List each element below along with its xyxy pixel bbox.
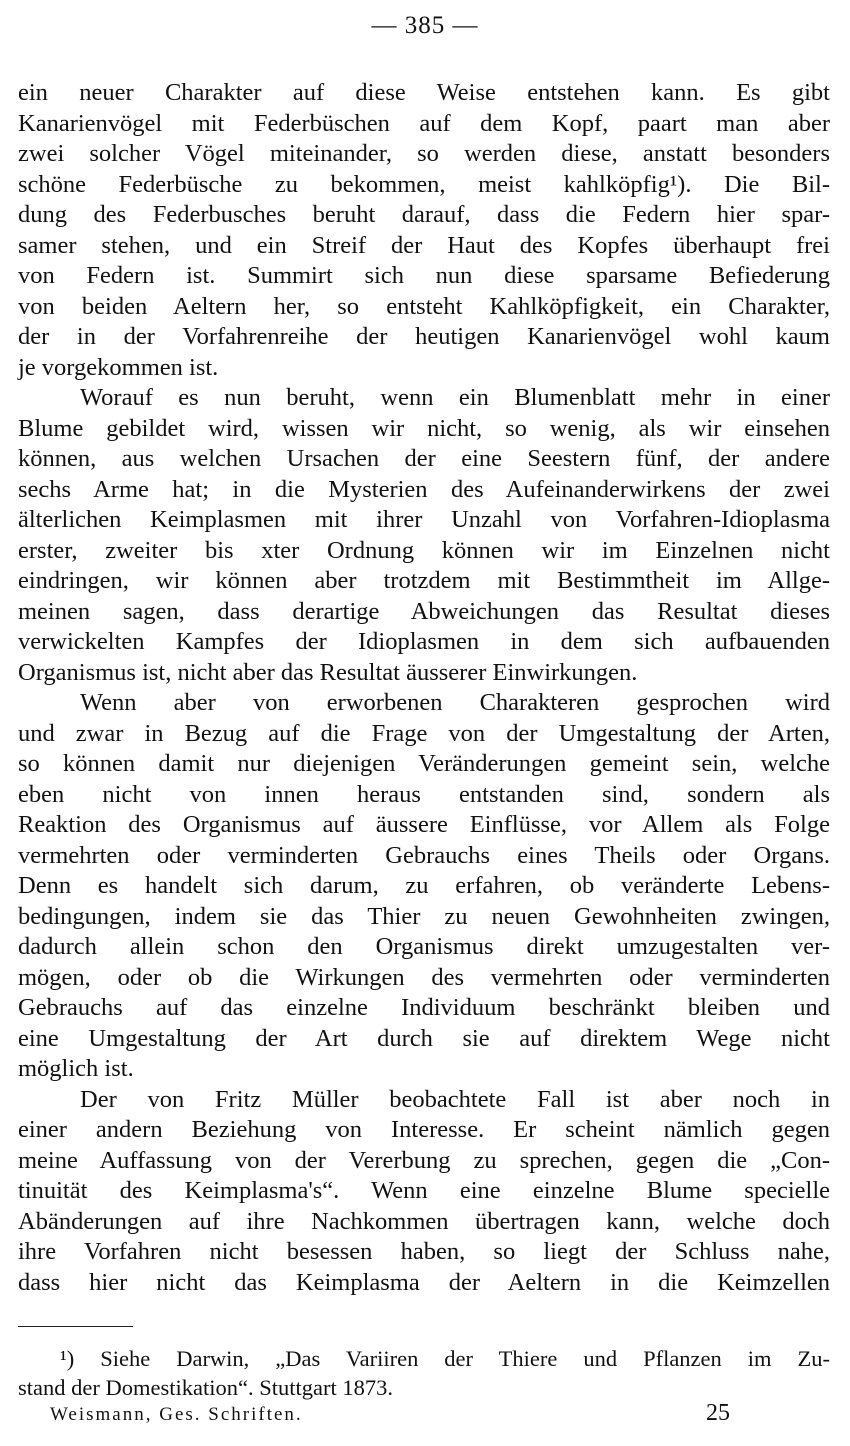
text-line: samer stehen, und ein Streif der Haut des Kopfes überhaupt frei <box>18 231 830 259</box>
text-line: Gebrauchs auf das einzelne Individuum beschränkt bleiben und <box>18 994 830 1021</box>
text-line: und zwar in Bezug auf die Frage von der Umgestaltung der Arten, <box>18 719 830 747</box>
text-line: Kanarienvögel mit Federbüschen auf dem Kopf, paart man aber <box>18 109 830 137</box>
text-line: älterlichen Keimplasmen mit ihrer Unzahl von Vorfahren-Idioplasma <box>18 506 830 533</box>
page-number: — 385 — <box>371 12 479 39</box>
text-line: so können damit nur diejenigen Veränderungen gemeint sein, welche <box>18 750 830 777</box>
text-line: Wenn aber von erworbenen Charakteren gesprochen wird <box>80 689 830 716</box>
text-line: vermehrten oder verminderten Gebrauchs eines Theils oder Organs. <box>18 841 830 869</box>
text-line: meinen sagen, dass derartige Abweichungen das Resultat dieses <box>18 597 830 625</box>
text-line: eine Umgestaltung der Art durch sie auf direktem Wege nicht <box>18 1024 830 1052</box>
text-line: eindringen, wir können aber trotzdem mit Bestimmtheit im Allge- <box>18 567 830 594</box>
footnote-divider <box>18 1326 133 1327</box>
text-line: dung des Federbusches beruht darauf, dass die Federn hier spar- <box>18 201 830 228</box>
footnote-line: stand der Domestikation“. Stuttgart 1873. <box>18 1375 393 1400</box>
text-line: bedingungen, indem sie das Thier zu neuen Gewohnheiten zwingen, <box>18 902 830 930</box>
text-line: Organismus ist, nicht aber das Resultat äusserer Einwirkungen. <box>18 658 638 686</box>
text-line: von beiden Aeltern her, so entsteht Kahlköpfigkeit, ein Charakter, <box>18 292 830 320</box>
text-line: Abänderungen auf ihre Nachkommen übertragen kann, welche doch <box>18 1207 830 1235</box>
sheet-number: 25 <box>706 1400 730 1426</box>
text-line: eben nicht von innen heraus entstanden sind, sondern als <box>18 780 830 808</box>
text-line: ein neuer Charakter auf diese Weise entstehen kann. Es gibt <box>18 79 830 106</box>
text-line: Der von Fritz Müller beobachtete Fall ist aber noch in <box>80 1085 830 1113</box>
printer-signature: Weismann, Ges. Schriften. <box>50 1404 303 1425</box>
text-line: möglich ist. <box>18 1055 134 1082</box>
text-line: erster, zweiter bis xter Ordnung können wir im Einzelnen nicht <box>18 536 830 564</box>
text-line: können, aus welchen Ursachen der eine Seestern fünf, der andere <box>18 445 830 472</box>
page-footer <box>50 1400 730 1434</box>
text-line: Worauf es nun beruht, wenn ein Blumenblatt mehr in einer <box>80 384 830 411</box>
text-line: tinuität des Keimplasma's“. Wenn eine einzelne Blume specielle <box>18 1177 830 1204</box>
text-line: Blume gebildet wird, wissen wir nicht, so wenig, als wir einsehen <box>18 414 830 442</box>
text-line: dass hier nicht das Keimplasma der Aeltern in die Keimzellen <box>18 1268 830 1296</box>
footnote <box>18 1344 830 1402</box>
text-line: einer andern Beziehung von Interesse. Er scheint nämlich gegen <box>18 1116 830 1143</box>
text-line: dadurch allein schon den Organismus direkt umzugestalten ver- <box>18 933 830 960</box>
text-line: mögen, oder ob die Wirkungen des vermehrten oder verminderten <box>18 963 830 991</box>
text-line: schöne Federbüsche zu bekommen, meist kahlköpfig¹). Die Bil- <box>18 170 830 198</box>
text-line: sechs Arme hat; in die Mysterien des Aufeinanderwirkens der zwei <box>18 475 830 503</box>
text-line: je vorgekommen ist. <box>18 353 219 381</box>
text-line: Denn es handelt sich darum, zu erfahren, ob veränderte Lebens- <box>18 872 830 899</box>
text-line: von Federn ist. Summirt sich nun diese sparsame Befiederung <box>18 262 830 289</box>
text-line: ihre Vorfahren nicht besessen haben, so liegt der Schluss nahe, <box>18 1238 830 1265</box>
text-line: der in der Vorfahrenreihe der heutigen Kanarienvögel wohl kaum <box>18 323 830 350</box>
text-line: Reaktion des Organismus auf äussere Einflüsse, vor Allem als Folge <box>18 811 830 838</box>
text-line: verwickelten Kampfes der Idioplasmen in dem sich aufbauenden <box>18 628 830 655</box>
text-line: meine Auffassung von der Vererbung zu sprechen, gegen die „Con- <box>18 1146 830 1174</box>
footnote-line: ¹) Siehe Darwin, „Das Variiren der Thiere und Pflanzen im Zu- <box>60 1346 830 1371</box>
main-text <box>18 78 830 1298</box>
text-line: zwei solcher Vögel miteinander, so werden diese, anstatt besonders <box>18 140 830 167</box>
